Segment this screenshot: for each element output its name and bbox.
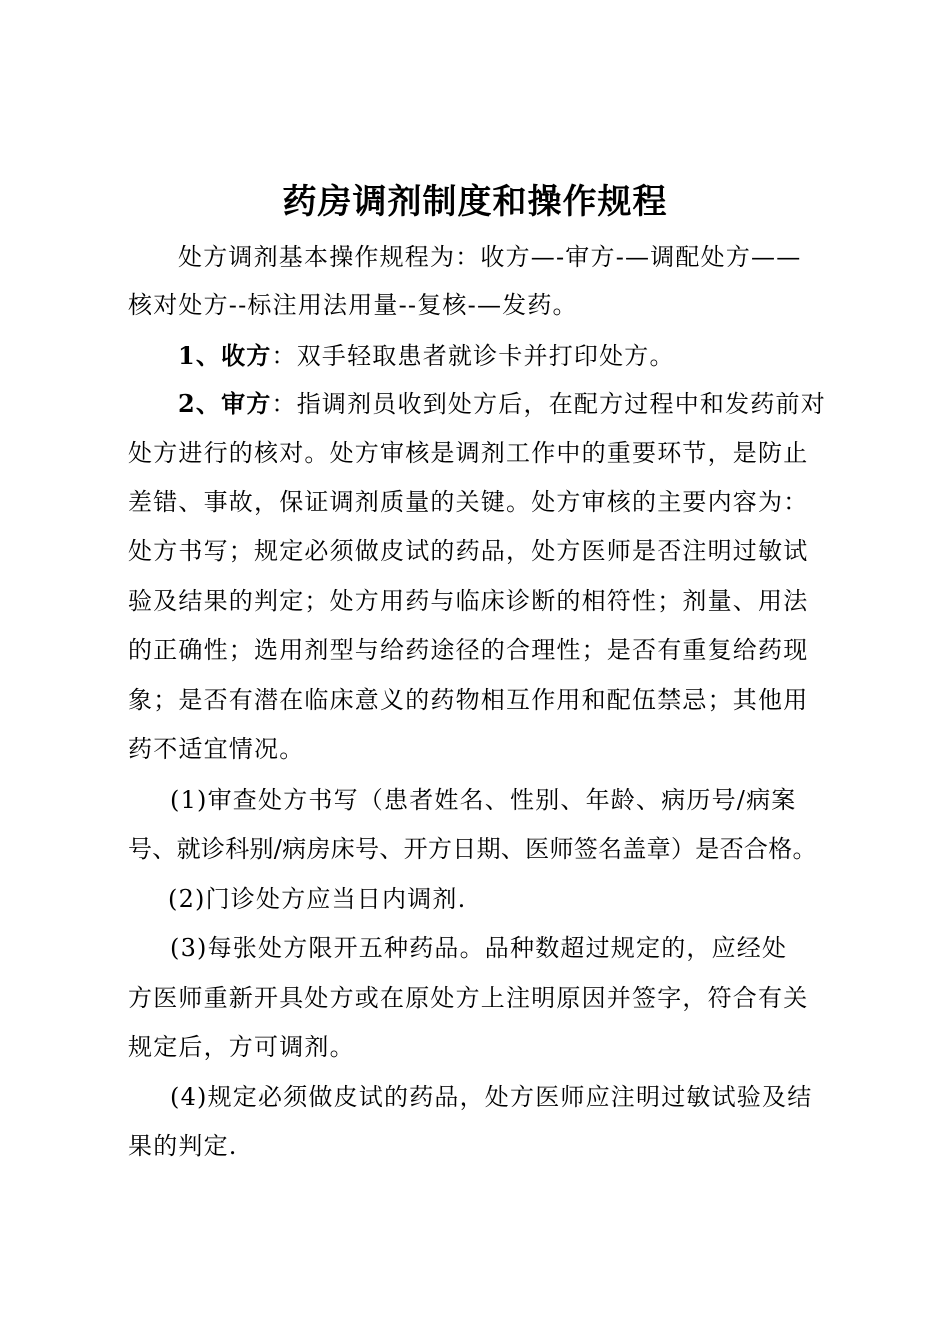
item-receive-text: ：双手轻取患者就诊卡并打印处方。 xyxy=(271,342,675,370)
item-review-line-7: 象；是否有潜在临床意义的药物相互作用和配伍禁忌；其他用 xyxy=(128,686,809,714)
sub-item-4-line-2: 果的判定. xyxy=(128,1132,238,1160)
item-review-line-1 xyxy=(178,387,826,421)
sub-item-2-line-1: (2)门诊处方应当日内调剂. xyxy=(168,885,467,913)
item-review-line-4: 处方书写；规定必须做皮试的药品，处方医师是否注明过敏试 xyxy=(128,537,809,565)
item-receive-prescription xyxy=(178,339,675,373)
item-review-line-5: 验及结果的判定；处方用药与临床诊断的相符性；剂量、用法 xyxy=(128,587,809,615)
sub-item-4-line-1: (4)规定必须做皮试的药品，处方医师应注明过敏试验及结 xyxy=(170,1083,813,1111)
sub-item-3-line-1: (3)每张处方限开五种药品。品种数超过规定的，应经处 xyxy=(170,934,788,962)
sub-item-1-line-2: 号、就诊科别/病房床号、开方日期、医师签名盖章）是否合格。 xyxy=(128,835,817,863)
item-review-line-6: 的正确性；选用剂型与给药途径的合理性；是否有重复给药现 xyxy=(128,636,809,664)
sub-item-3-line-3: 规定后，方可调剂。 xyxy=(128,1033,355,1061)
item-review-line-8: 药不适宜情况。 xyxy=(128,735,305,763)
sub-item-1-line-1: (1)审查处方书写（患者姓名、性别、年龄、病历号/病案 xyxy=(170,786,797,814)
item-review-line-3: 差错、事故，保证调剂质量的关键。处方审核的主要内容为： xyxy=(128,488,809,516)
item-receive-label: 1、收方 xyxy=(178,341,272,370)
item-review-label: 2、审方 xyxy=(178,389,272,418)
intro-line-1: 处方调剂基本操作规程为：收方—-审方-—调配处方—— xyxy=(178,243,802,271)
item-review-text: ：指调剂员收到处方后，在配方过程中和发药前对 xyxy=(271,390,826,418)
intro-line-2: 核对处方--标注用法用量--复核-—发药。 xyxy=(128,291,578,319)
sub-item-3-line-2: 方医师重新开具处方或在原处方上注明原因并签字，符合有关 xyxy=(128,984,809,1012)
document-title: 药房调剂制度和操作规程 xyxy=(282,182,668,222)
item-review-line-2: 处方进行的核对。处方审核是调剂工作中的重要环节，是防止 xyxy=(128,439,809,467)
